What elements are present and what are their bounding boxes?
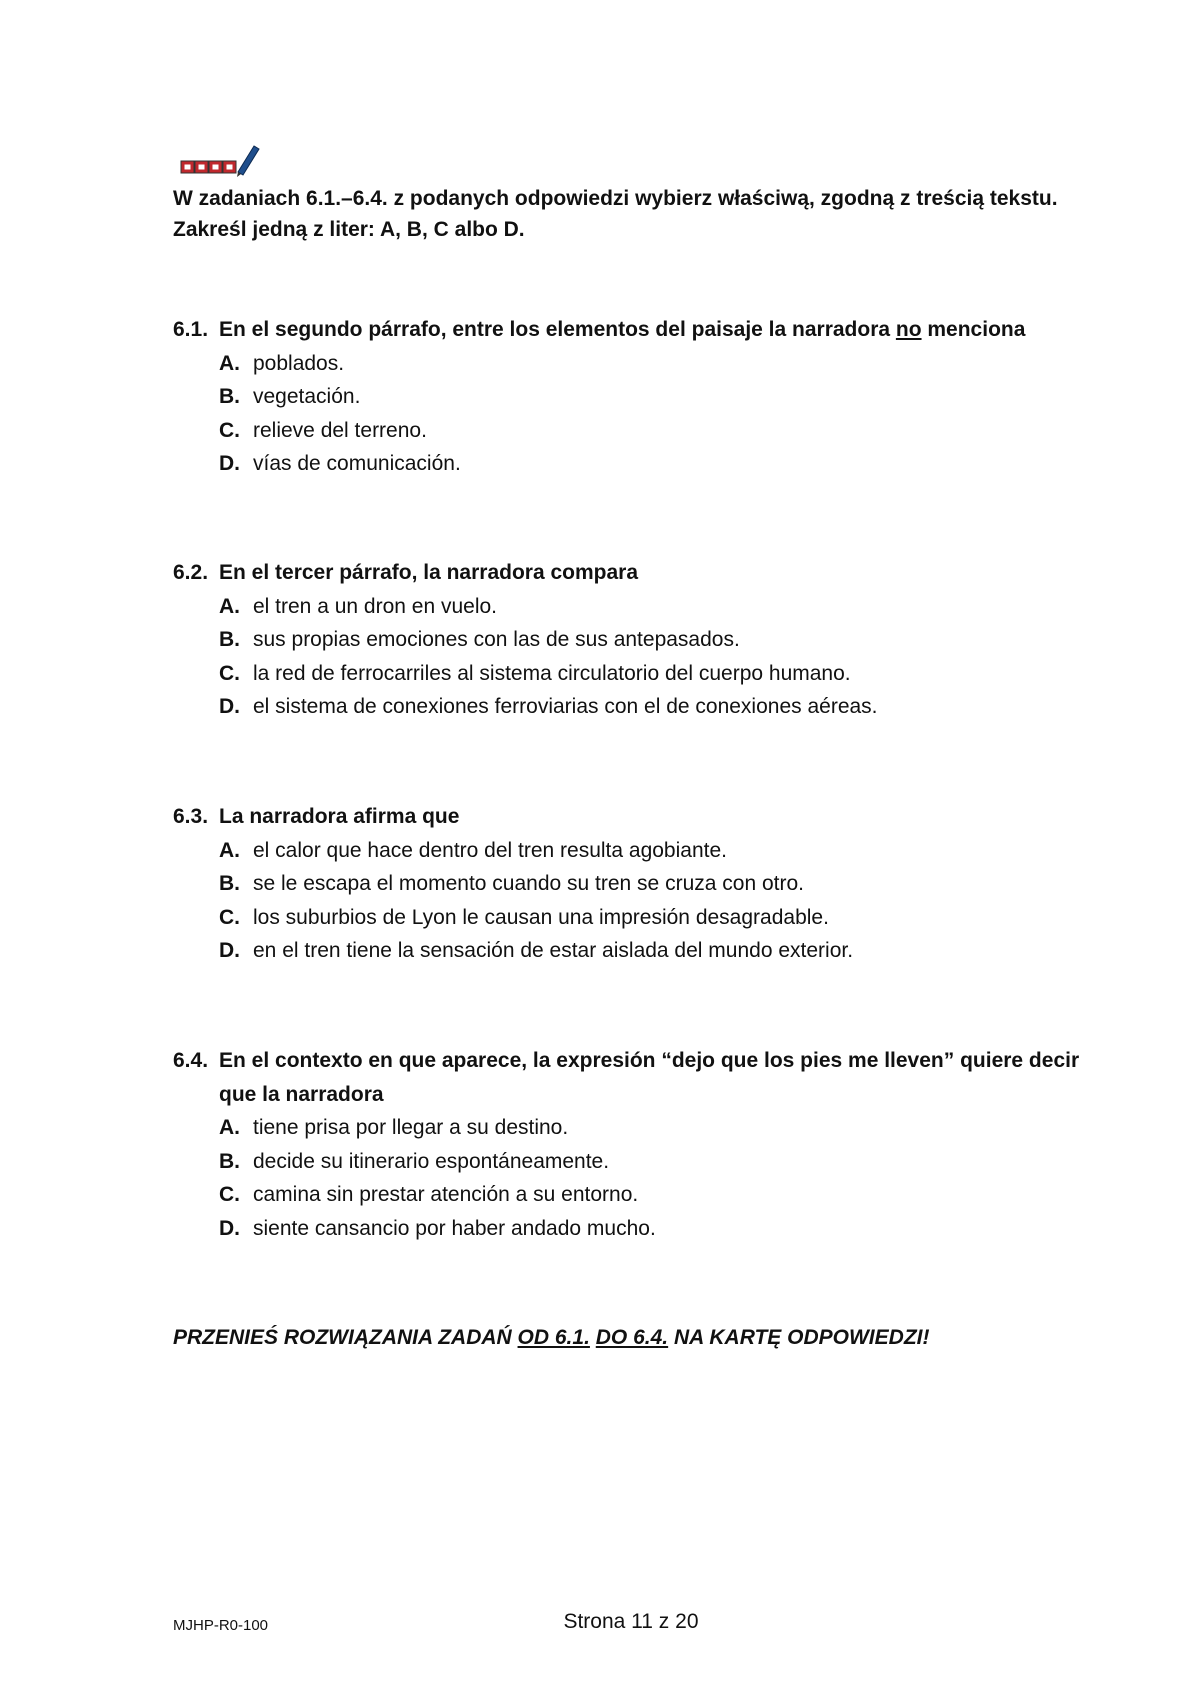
question-6-3: [173, 800, 1113, 968]
option-c[interactable]: C. camina sin prestar atención a su entorno.: [219, 1183, 639, 1206]
option-d[interactable]: D. vías de comunicación.: [219, 452, 461, 475]
question-text: La narradora afirma que: [219, 805, 460, 828]
option-c[interactable]: C. la red de ferrocarriles al sistema circulatorio del cuerpo humano.: [219, 661, 851, 685]
option-a[interactable]: A. poblados.: [219, 351, 345, 375]
transfer-answers-note: PRZENIEŚ ROZWIĄZANIA ZADAŃ OD 6.1. DO 6.4. NA KARTĘ ODPOWIEDZI!: [173, 1326, 930, 1349]
option-c[interactable]: C. relieve del terreno.: [219, 418, 427, 442]
task-instruction: W zadaniach 6.1.–6.4. z podanych odpowiedzi wybierz właściwą, zgodną z treścią tekstu. Zakreśl jedną z liter: A, B, C albo D.: [173, 187, 1058, 241]
question-number: 6.2.: [173, 561, 209, 584]
question-stem: [173, 800, 1113, 834]
option-a[interactable]: A. el calor que hace dentro del tren resulta agobiante.: [219, 838, 727, 862]
option-d[interactable]: D. en el tren tiene la sensación de estar aislada del mundo exterior.: [219, 939, 854, 962]
question-number: 6.1.: [173, 318, 209, 341]
option-d[interactable]: D. siente cansancio por haber andado mucho.: [219, 1216, 656, 1240]
option-a[interactable]: A. tiene prisa por llegar a su destino.: [219, 1116, 569, 1139]
question-stem: [173, 1044, 1113, 1111]
option-b[interactable]: B. se le escapa el momento cuando su tren se cruza con otro.: [219, 872, 804, 895]
question-6-1: [173, 313, 1113, 481]
option-b[interactable]: B. vegetación.: [219, 385, 361, 408]
option-d[interactable]: D. el sistema de conexiones ferroviarias con el de conexiones aéreas.: [219, 695, 878, 718]
exam-code: MJHP-R0-100: [173, 1617, 269, 1634]
question-stem: [173, 313, 1113, 347]
question-text: En el tercer párrafo, la narradora compara: [219, 561, 639, 584]
option-c[interactable]: C. los suburbios de Lyon le causan una impresión desagradable.: [219, 905, 829, 929]
question-number: 6.3.: [173, 805, 209, 828]
option-b[interactable]: B. sus propias emociones con las de sus antepasados.: [219, 628, 740, 651]
page-number: Strona 11 z 20: [563, 1610, 699, 1633]
question-text: En el segundo párrafo, entre los elementos del paisaje la narradora no menciona: [219, 318, 1026, 341]
question-6-4: [173, 1044, 1113, 1245]
emphasized-negation: no: [895, 318, 922, 341]
answer-boxes-pen-icon: [180, 142, 270, 178]
question-text: En el contexto en que aparece, la expresión “dejo que los pies me lleven” quiere decir que la narradora: [219, 1049, 1080, 1106]
question-6-2: [173, 556, 1113, 724]
option-a[interactable]: A. el tren a un dron en vuelo.: [219, 594, 498, 618]
question-stem: [173, 556, 1113, 590]
option-b[interactable]: B. decide su itinerario espontáneamente.: [219, 1149, 610, 1173]
question-number: 6.4.: [173, 1049, 209, 1072]
